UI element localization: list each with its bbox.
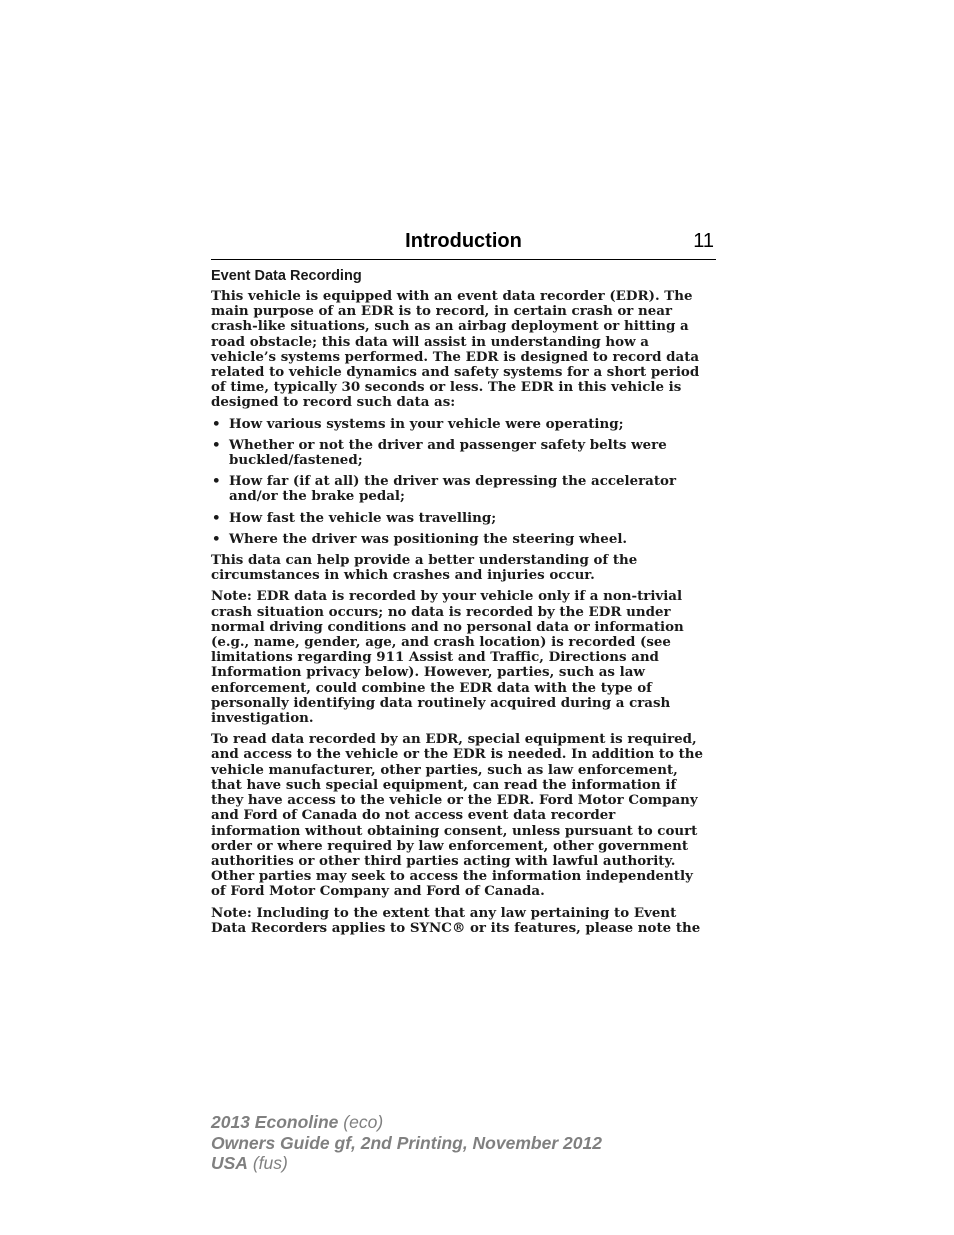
list-item-text: Whether or not the driver and passenger safety belts were buckled/fastened; xyxy=(229,436,667,469)
page-footer xyxy=(211,1112,602,1174)
footer-market-line xyxy=(211,1153,602,1174)
list-item-text: Where the driver was positioning the steering wheel. xyxy=(229,530,628,547)
page-number: 11 xyxy=(693,230,714,252)
list-item xyxy=(211,417,721,432)
paragraph-note-recording: Note: EDR data is recorded by your vehicle only if a non-trivial crash situation occurs; no data is recorded by the EDR under normal driving conditions and no personal data or information (e.g., name, gender, age, and crash location) is recorded (see limitations regarding 911 Assist and Traffic, Directions and Information privacy below). However, parties, such as law enforcement, could combine the EDR data with the type of personally identifying data routinely acquired during a crash investigation. xyxy=(211,588,684,727)
bullet-icon: • xyxy=(212,473,221,490)
paragraph-understanding: This data can help provide a better understanding of the circumstances in which crashes and injuries occur. xyxy=(211,552,638,584)
bullet-icon: • xyxy=(212,530,221,547)
footer-guide-line: Owners Guide gf, 2nd Printing, November 2012 xyxy=(211,1132,602,1153)
list-item xyxy=(211,511,721,526)
bullet-icon: • xyxy=(212,509,221,526)
paragraph-reading-data: To read data recorded by an EDR, special equipment is required, and access to the vehicle or the EDR is needed. In addition to the vehicle manufacturer, other parties, such as law enforcement, that have such special equipment, can read the information if they have access to the vehicle or the EDR. Ford Motor Company and Ford of Canada do not access event data recorder information without obtaining consent, unless pursuant to court order or where required by law enforcement, other government authorities or other third parties acting with lawful authority. Other parties may seek to access the information independently of Ford Motor Company and Ford of Canada. xyxy=(211,731,704,900)
list-item-text: How various systems in your vehicle were operating; xyxy=(229,415,624,432)
list-item xyxy=(211,532,721,547)
list-item xyxy=(211,438,721,468)
section-heading: Event Data Recording xyxy=(211,268,362,284)
list-item xyxy=(211,474,721,504)
footer-market-code: (fus) xyxy=(247,1153,288,1173)
list-item-text: How far (if at all) the driver was depressing the accelerator and/or the brake pedal; xyxy=(229,473,677,505)
footer-model-line xyxy=(211,1112,602,1133)
chapter-title: Introduction xyxy=(405,230,522,252)
footer-market: USA xyxy=(211,1153,248,1173)
list-item-text: How fast the vehicle was travelling; xyxy=(229,509,497,526)
bullet-icon: • xyxy=(212,436,221,453)
recorded-data-list xyxy=(211,417,721,547)
page-content xyxy=(211,268,721,942)
footer-model-code: (eco) xyxy=(338,1112,384,1132)
bullet-icon: • xyxy=(212,415,221,432)
paragraph-note-sync: Note: Including to the extent that any law pertaining to Event Data Recorders applies to SYNC® or its features, please note the xyxy=(211,904,701,936)
footer-model: 2013 Econoline xyxy=(211,1112,339,1132)
paragraph-intro: This vehicle is equipped with an event data recorder (EDR). The main purpose of an EDR is to record, in certain crash or near crash-like situations, such as an airbag deployment or hitting a road obstacle; this data will assist in understanding how a vehicle’s systems performed. The EDR is designed to record data related to vehicle dynamics and safety systems for a short period of time, typically 30 seconds or less. The EDR in this vehicle is designed to record such data as: xyxy=(211,288,700,411)
page-header xyxy=(211,230,716,260)
